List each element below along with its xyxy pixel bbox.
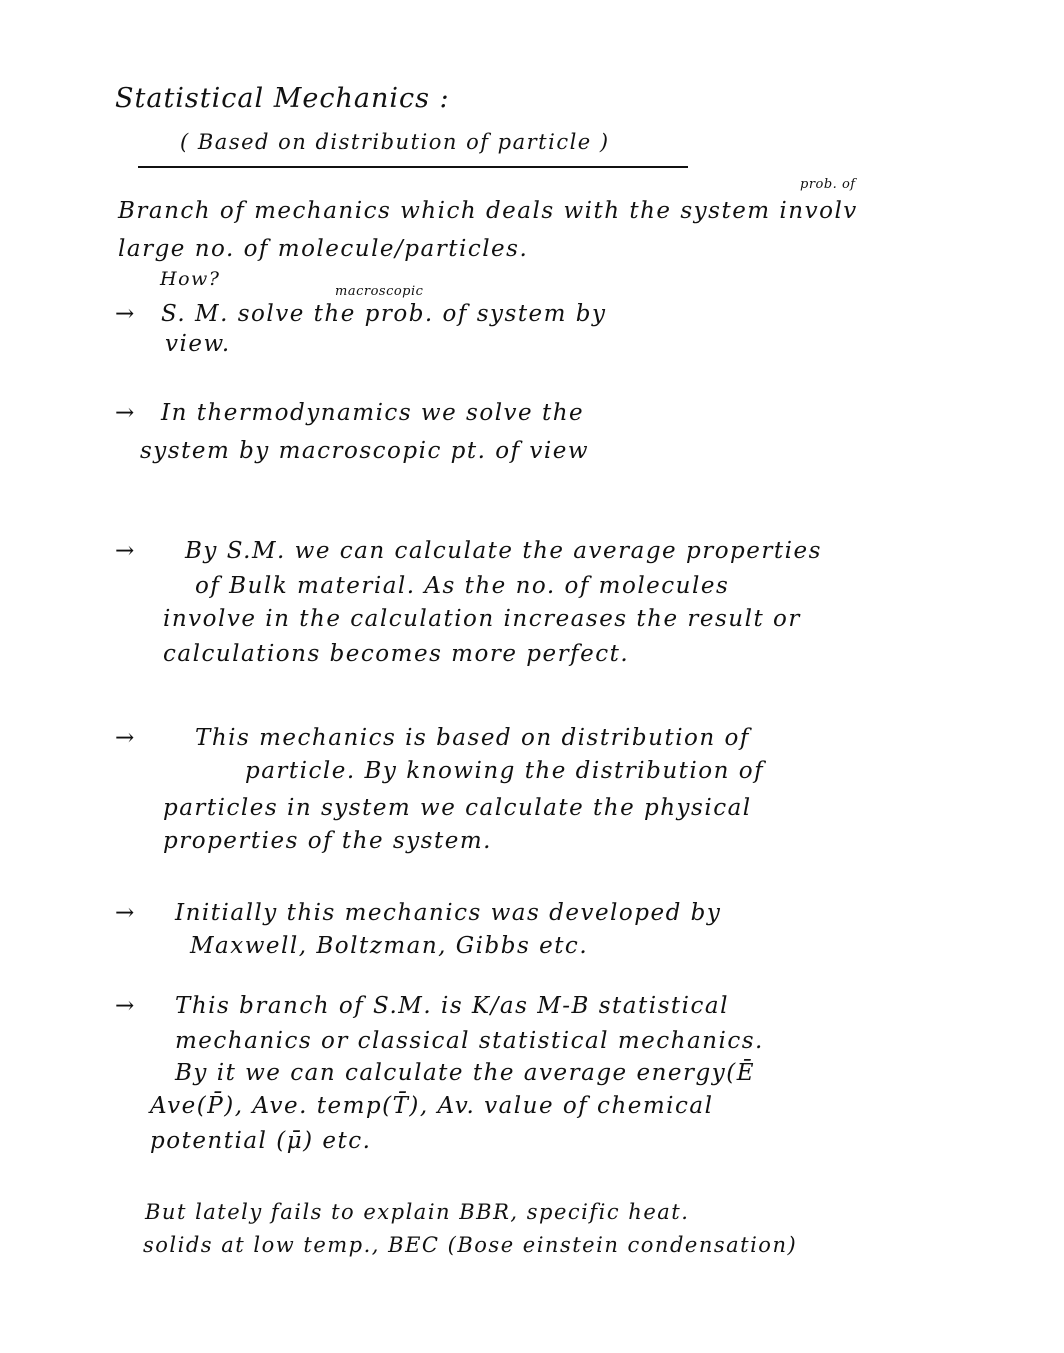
point-2-line-1: → In thermodynamics we solve the xyxy=(115,400,585,426)
point-5-line-1: → Initially this mechanics was developed by xyxy=(115,900,722,926)
arrow-icon: → xyxy=(115,900,136,926)
annotation-prob-of: prob. of xyxy=(800,177,856,192)
point-4-line-4: properties of the system. xyxy=(163,828,492,854)
arrow-icon: → xyxy=(115,538,136,564)
point-1-line-2: view. xyxy=(165,331,231,357)
intro-line-1: Branch of mechanics which deals with the system involv xyxy=(118,198,858,224)
arrow-icon: → xyxy=(115,993,136,1019)
point-6-line-5: potential (μ̄) etc. xyxy=(150,1128,372,1154)
arrow-icon: → xyxy=(115,301,136,327)
point-3-line-4: calculations becomes more perfect. xyxy=(163,641,630,667)
point-4-line-2: particle. By knowing the distribution of xyxy=(245,758,765,784)
point-5-line-2: Maxwell, Boltzman, Gibbs etc. xyxy=(190,933,589,959)
point-1-line-1: → S. M. solve the prob. of system by xyxy=(115,301,607,327)
point-3-line-2: of Bulk material. As the no. of molecules xyxy=(195,573,730,599)
page-title: Statistical Mechanics : xyxy=(115,83,450,114)
point-6-line-2: mechanics or classical statistical mechanics. xyxy=(175,1028,764,1054)
arrow-icon: → xyxy=(115,725,136,751)
subtitle-underline xyxy=(138,166,688,168)
annotation-macroscopic: macroscopic xyxy=(335,284,424,299)
point-6-line-3: By it we can calculate the average energy(Ē xyxy=(175,1060,755,1086)
point-6-line-1: → This branch of S.M. is K/as M-B statistical xyxy=(115,993,729,1019)
point-4-line-3: particles in system we calculate the physical xyxy=(163,795,752,821)
intro-line-2: large no. of molecule/particles. xyxy=(118,236,529,262)
point-4-line-1: → This mechanics is based on distribution of xyxy=(115,725,750,751)
point-3-line-1: → By S.M. we can calculate the average properties xyxy=(115,538,822,564)
point-6-line-4: Ave(P̄), Ave. temp(T̄), Av. value of chemical xyxy=(150,1093,714,1119)
how-label: How? xyxy=(160,268,221,290)
subtitle: ( Based on distribution of particle ) xyxy=(180,130,610,154)
closing-line-2: solids at low temp., BEC (Bose einstein condensation) xyxy=(143,1233,798,1257)
point-2-line-2: system by macroscopic pt. of view xyxy=(140,438,590,464)
arrow-icon: → xyxy=(115,400,136,426)
closing-line-1: But lately fails to explain BBR, specific heat. xyxy=(145,1200,690,1224)
point-3-line-3: involve in the calculation increases the result or xyxy=(163,606,801,632)
